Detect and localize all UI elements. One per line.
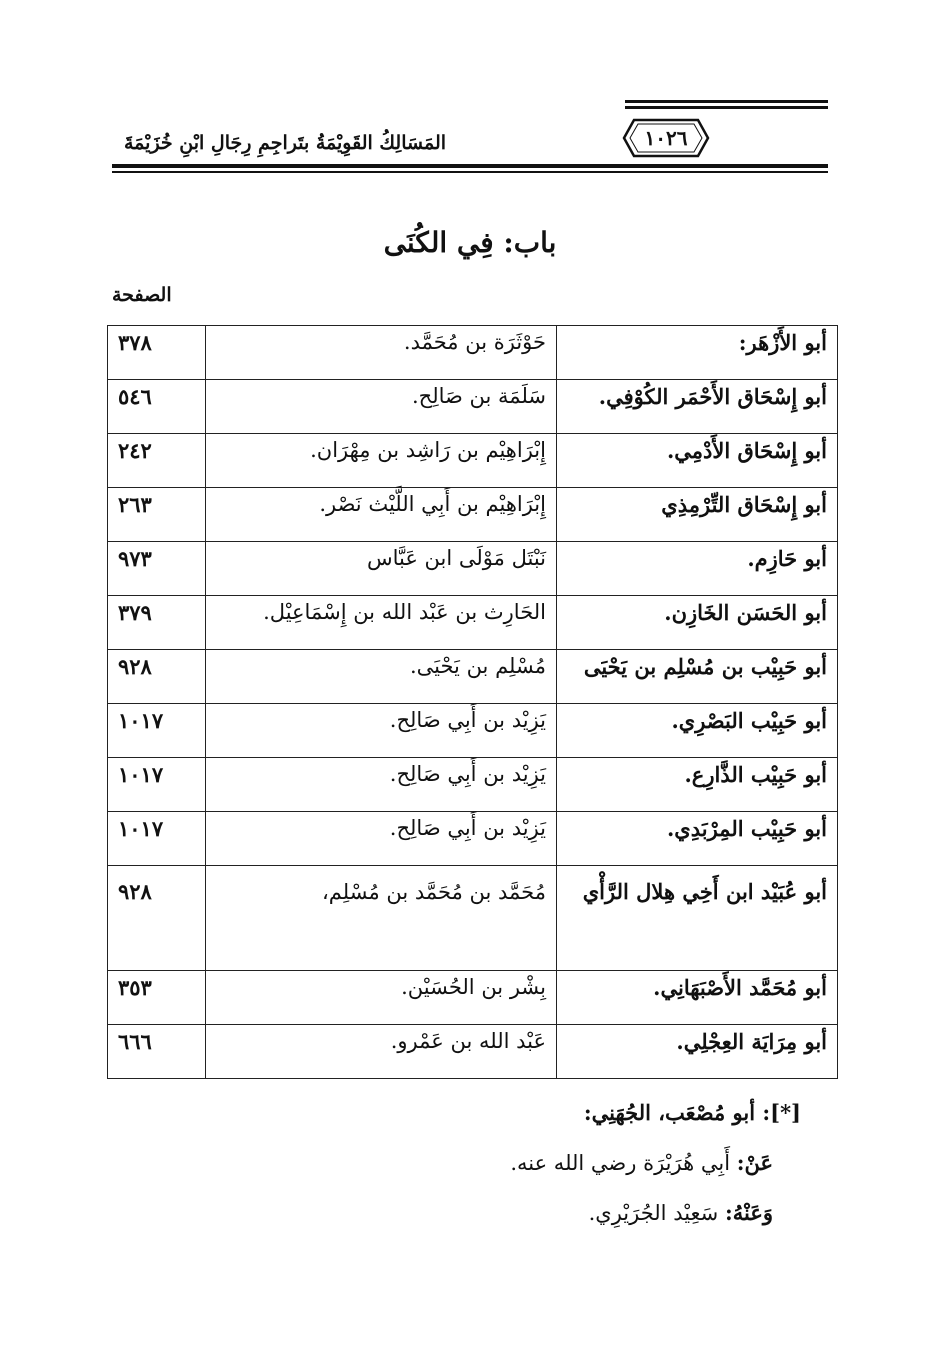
page-cell: ٩٢٨ xyxy=(108,866,206,971)
table-row xyxy=(108,812,838,866)
page-cell: ٩٧٣ xyxy=(108,542,206,596)
page-cell: ٩٢٨ xyxy=(108,650,206,704)
name-cell: الحَارِث بن عَبْد الله بن إِسْمَاعِيْل. xyxy=(206,596,557,650)
running-header-title: المَسَالِكُ القَوِيْمَةُ بتَراجِمِ رِجَالِ ابْنِ خُزَيْمَةَ xyxy=(123,132,447,154)
table-row xyxy=(108,1025,838,1079)
page-cell: ١٠١٧ xyxy=(108,758,206,812)
chapter-title: باب: فِي الكُنَى xyxy=(383,226,557,259)
kunya-cell: أبو عُبَيْد ابن أَخِي هِلال الرَّأْي xyxy=(557,866,838,971)
page-cell: ٣٥٣ xyxy=(108,971,206,1025)
kunya-cell: أبو مِرَايَة العِجْلِي. xyxy=(557,1025,838,1079)
entry-from-label: عَنْ: xyxy=(736,1150,773,1175)
table-row xyxy=(108,596,838,650)
table-row xyxy=(108,380,838,434)
name-cell: يَزِيْد بن أَبِي صَالِح. xyxy=(206,758,557,812)
entry-heading: [*]: أبو مُصْعَب، الجُهَنِي: xyxy=(583,1100,801,1125)
table-row xyxy=(108,971,838,1025)
kunya-cell: أبو حَبِيْب الذَّارِع. xyxy=(557,758,838,812)
header-bottom-rules xyxy=(112,164,828,173)
kunya-cell: أبو حَبِيْب بن مُسْلِم بن يَحْيَى xyxy=(557,650,838,704)
narrator-entry xyxy=(201,1088,801,1238)
page-cell: ١٠١٧ xyxy=(108,704,206,758)
name-cell: نَبْتَل مَوْلَى ابن عَبَّاس xyxy=(206,542,557,596)
page-cell: ٣٧٨ xyxy=(108,326,206,380)
page-column-label: الصفحة xyxy=(112,284,172,306)
table-row xyxy=(108,758,838,812)
name-cell: مُحَمَّد بن مُحَمَّد بن مُسْلِم، xyxy=(206,866,557,971)
kunya-cell: أبو حَبِيْب المِرْبَدِي. xyxy=(557,812,838,866)
name-cell: حَوْثَرَة بن مُحَمَّد. xyxy=(206,326,557,380)
kunya-cell: أبو مُحَمَّد الأَصْبَهَانِي. xyxy=(557,971,838,1025)
table-row xyxy=(108,650,838,704)
name-cell: يَزِيْد بن أَبِي صَالِح. xyxy=(206,704,557,758)
entry-by-value: سَعِيْد الجُرَيْرِي. xyxy=(588,1201,719,1225)
page-cell: ١٠١٧ xyxy=(108,812,206,866)
header-top-rules xyxy=(625,100,828,112)
table-row xyxy=(108,542,838,596)
kunya-index-table xyxy=(107,325,838,1079)
entry-by-label: وَعَنْهُ: xyxy=(724,1200,773,1225)
kunya-cell: أبو إِسْحَاق التِّرْمِذِي xyxy=(557,488,838,542)
table-row xyxy=(108,488,838,542)
name-cell: عَبْد الله بن عَمْرو. xyxy=(206,1025,557,1079)
page-cell: ٣٧٩ xyxy=(108,596,206,650)
table-row xyxy=(108,434,838,488)
page-cell: ٥٤٦ xyxy=(108,380,206,434)
table-row xyxy=(108,326,838,380)
table-row xyxy=(108,704,838,758)
entry-by-line xyxy=(201,1188,801,1238)
kunya-cell: أبو حَبِيْب البَصْرِي. xyxy=(557,704,838,758)
name-cell: سَلَمَة بن صَالِح. xyxy=(206,380,557,434)
name-cell: يَزِيْد بن أَبِي صَالِح. xyxy=(206,812,557,866)
kunya-cell: أبو حَازِم. xyxy=(557,542,838,596)
table-row xyxy=(108,866,838,971)
page-number: ١٠٢٦ xyxy=(644,126,688,150)
kunya-cell: أبو الأَزْهَر: xyxy=(557,326,838,380)
name-cell: إِبْرَاهِيْم بن رَاشِد بن مِهْرَان. xyxy=(206,434,557,488)
name-cell: مُسْلِم بن يَحْيَى. xyxy=(206,650,557,704)
page-cell: ٦٦٦ xyxy=(108,1025,206,1079)
name-cell: إِبْرَاهِيْم بن أَبِي اللَّيْث نَصْر. xyxy=(206,488,557,542)
page-cell: ٢٤٢ xyxy=(108,434,206,488)
name-cell: بِشْر بن الحُسَيْن. xyxy=(206,971,557,1025)
page-cell: ٢٦٣ xyxy=(108,488,206,542)
entry-from-line xyxy=(201,1138,801,1188)
kunya-cell: أبو إِسْحَاق الأَدْمِي. xyxy=(557,434,838,488)
kunya-cell: أبو إِسْحَاق الأَحْمَر الكُوْفِي. xyxy=(557,380,838,434)
kunya-cell: أبو الحَسَن الخَازِن. xyxy=(557,596,838,650)
entry-from-value: أَبِي هُرَيْرَة رضي الله عنه. xyxy=(510,1151,731,1175)
